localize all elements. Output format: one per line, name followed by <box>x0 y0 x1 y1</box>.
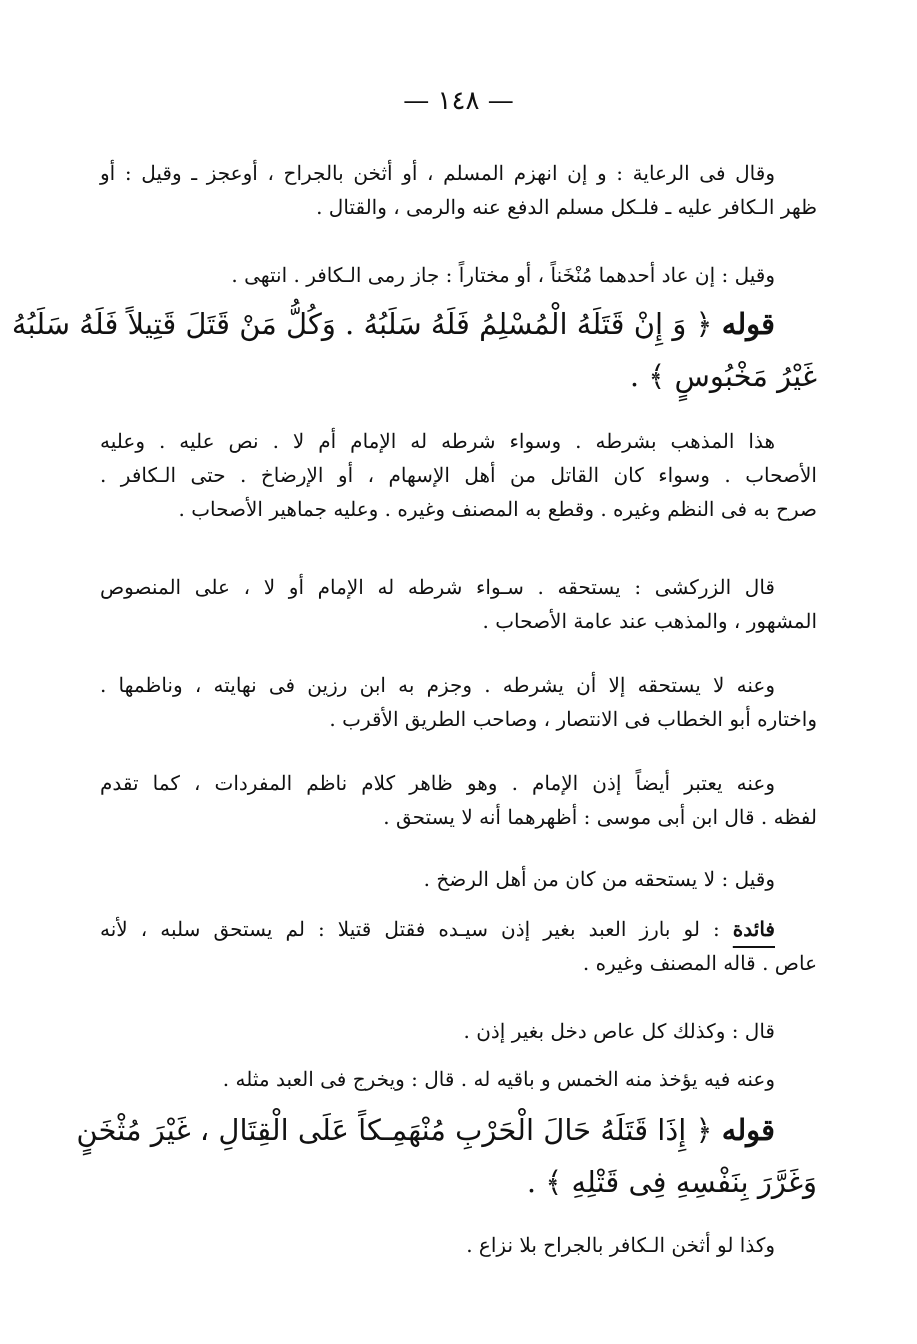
text-line <box>100 156 817 190</box>
quran-excerpt <box>76 1104 817 1208</box>
text-line <box>100 492 817 526</box>
line-text: الأصحاب . وسواء كان القاتل من أهل الإسهام ، أو الإرضاخ . حتى الـكافر . <box>100 463 817 487</box>
page-number: — ١٤٨ — <box>403 86 514 116</box>
text-line <box>100 702 817 736</box>
text-line <box>100 862 817 896</box>
paragraph <box>100 766 817 834</box>
line-text: ﴿ إِذَا قَتَلَهُ حَالَ الْحَرْبِ مُنْهَمِـكاً عَلَى الْقِتَالِ ، غَيْرَ مُثْخَنٍ <box>76 1113 713 1147</box>
line-text: وقيل : لا يستحقه من كان من أهل الرضخ . <box>423 867 775 891</box>
text-line <box>100 190 817 224</box>
qawluhu-label: قوله <box>721 1113 775 1147</box>
text-line <box>100 1062 817 1096</box>
text-line <box>100 424 817 458</box>
text-line <box>100 458 817 492</box>
text-line <box>100 258 817 292</box>
line-text: المشهور ، والمذهب عند عامة الأصحاب . <box>482 609 817 633</box>
text-line <box>11 298 817 350</box>
line-text: قال الزركشى : يستحقه . سـواء شرطه له الإمام أو لا ، على المنصوص <box>100 575 775 599</box>
paragraph <box>100 1014 817 1048</box>
line-text: وعنه لا يستحقه إلا أن يشرطه . وجزم به ابن رزين فى نهايته ، وناظمها . <box>100 673 775 697</box>
line-text: عاص . قاله المصنف وغيره . <box>582 951 817 975</box>
line-text: هذا المذهب بشرطه . وسواء شرطه له الإمام أم لا . نص عليه . وعليه <box>100 429 775 453</box>
line-text: قال : وكذلك كل عاص دخل بغير إذن . <box>463 1019 775 1043</box>
line-text: وكذا لو أثخن الـكافر بالجراح بلا نزاع . <box>466 1233 775 1257</box>
line-text: وعنه يعتبر أيضاً إذن الإمام . وهو ظاهر كلام ناظم المفردات ، كما تقدم <box>100 771 775 795</box>
text-line <box>100 1156 817 1208</box>
line-text: صرح به فى النظم وغيره . وقطع به المصنف وغيره . وعليه جماهير الأصحاب . <box>178 497 817 521</box>
qawluhu-label: قوله <box>721 307 775 341</box>
line-text: وقال فى الرعاية : و إن انهزم المسلم ، أو أثخن بالجراح ، أوعجز ـ وقيل : أو <box>100 161 775 185</box>
text-line <box>100 350 817 402</box>
text-line <box>76 1104 817 1156</box>
paragraph <box>100 570 817 638</box>
line-text: لفظه . قال ابن أبى موسى : أظهرهما أنه لا يستحق . <box>383 805 817 829</box>
line-text: وقيل : إن عاد أحدهما مُنْخَناً ، أو مختاراً : جاز رمى الـكافر . انتهى . <box>231 263 775 287</box>
paragraph <box>100 862 817 896</box>
text-line <box>100 766 817 800</box>
paragraph <box>100 1062 817 1096</box>
text-line <box>100 946 817 980</box>
quran-excerpt <box>11 298 817 402</box>
line-text: ظهر الـكافر عليه ـ فلـكل مسلم الدفع عنه والرمى ، والقتال . <box>316 195 817 219</box>
paragraph <box>100 258 817 292</box>
line-text: وعنه فيه يؤخذ منه الخمس و باقيه له . قال : ويخرج فى العبد مثله . <box>222 1067 775 1091</box>
text-line <box>100 570 817 604</box>
fa-ida-label: فائدة <box>732 917 775 941</box>
text-line <box>100 604 817 638</box>
text-line <box>100 1014 817 1048</box>
text-line <box>100 912 817 946</box>
line-text: : لو بارز العبد بغير إذن سيـده فقتل قتيلا : لم يستحق سلبه ، لأنه <box>100 917 720 941</box>
line-text: وَغَرَّرَ بِنَفْسِهِ فِى قَتْلِهِ ﴾ . <box>526 1165 817 1199</box>
text-line <box>100 800 817 834</box>
paragraph <box>100 912 817 980</box>
paragraph <box>100 424 817 526</box>
text-line <box>100 1228 817 1262</box>
paragraph <box>100 668 817 736</box>
paragraph <box>100 1228 817 1262</box>
paragraph <box>100 156 817 224</box>
line-text: ﴿ وَ إِنْ قَتَلَهُ الْمُسْلِمُ فَلَهُ سَلَبُهُ . وَكُلُّ مَنْ قَتَلَ قَتِيلاً فَلَهُ سَلَبُهُ <box>11 307 713 341</box>
line-text: غَيْرُ مَخْبُوسٍ ﴾ . <box>629 359 817 393</box>
text-line <box>100 668 817 702</box>
line-text: واختاره أبو الخطاب فى الانتصار ، وصاحب الطريق الأقرب . <box>329 707 817 731</box>
